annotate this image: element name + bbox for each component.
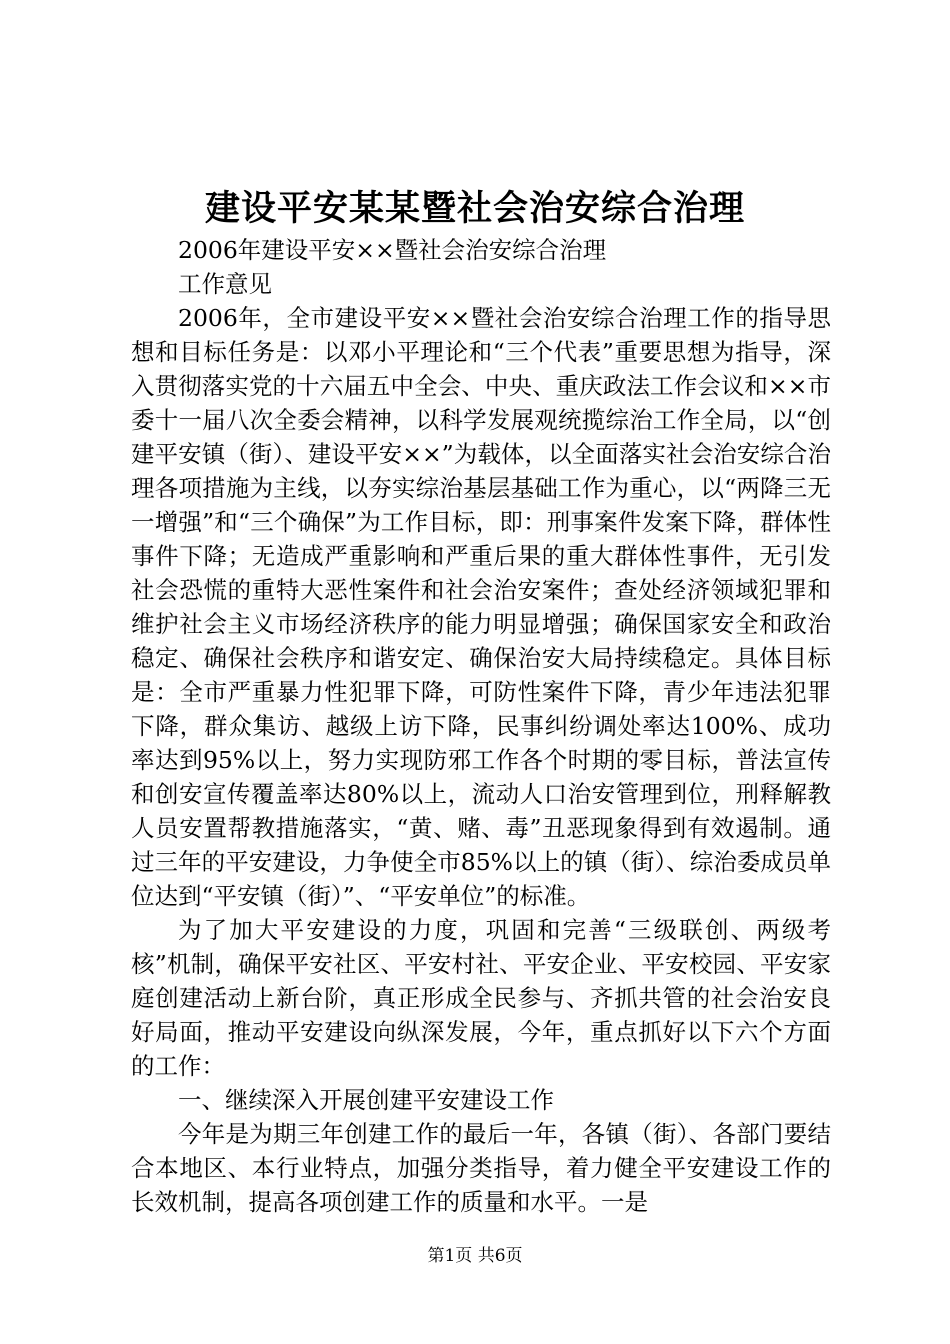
section-heading: 一、继续深入开展创建平安建设工作 (178, 1086, 554, 1114)
page-footer: 第1页 共6页 (427, 1246, 523, 1266)
document-title: 建设平安某某暨社会治安综合治理 (204, 188, 745, 229)
body-paragraph: 今年是为期三年创建工作的最后一年，各镇（街）、各部门要结合本地区、本行业特点，加强分类指导，着力健全平安建设工作的长效机制，提高各项创建工作的质量和水平。一是 (131, 1120, 831, 1216)
document-body (131, 233, 831, 1219)
body-paragraph: 2006年，全市建设平安××暨社会治安综合治理工作的指导思想和目标任务是：以邓小平理论和“三个代表”重要思想为指导，深入贯彻落实党的十六届五中全会、中央、重庆政法工作会议和××市委十一届八次全委会精神，以科学发展观统揽综治工作全局，以“创建平安镇（街）、建设平安××”为载体，以全面落实社会治安综合治理各项措施为主线，以夯实综治基层基础工作为重心，以“两降三无一增强”和“三个确保”为工作目标，即：刑事案件发案下降，群体性事件下降；无造成严重影响和严重后果的重大群体性事件，无引发社会恐慌的重特大恶性案件和社会治安案件；查处经济领域犯罪和维护社会主义市场经济秩序的能力明显增强；确保国家安全和政治稳定、确保社会秩序和谐安定、确保治安大局持续稳定。具体目标是：全市严重暴力性犯罪下降，可防性案件下降，青少年违法犯罪下降，群众集访、越级上访下降，民事纠纷调处率达100%、成功率达到95%以上，努力实现防邪工作各个时期的零目标，普法宣传和创安宣传覆盖率达80%以上，流动人口治安管理到位，刑释解教人员安置帮教措施落实，“黄、赌、毒”丑恶现象得到有效遏制。通过三年的平安建设，力争使全市85%以上的镇（街）、综治委成员单位达到“平安镇（街）”、“平安单位”的标准。 (131, 304, 831, 910)
body-paragraph: 为了加大平安建设的力度，巩固和完善“三级联创、两级考核”机制，确保平安社区、平安村社、平安企业、平安校园、平安家庭创建活动上新台阶，真正形成全民参与、齐抓共管的社会治安良好局面，推动平安建设向纵深发展，今年，重点抓好以下六个方面的工作： (131, 916, 831, 1080)
body-paragraph: 2006年建设平安××暨社会治安综合治理 (178, 236, 607, 264)
body-paragraph: 工作意见 (178, 270, 272, 298)
